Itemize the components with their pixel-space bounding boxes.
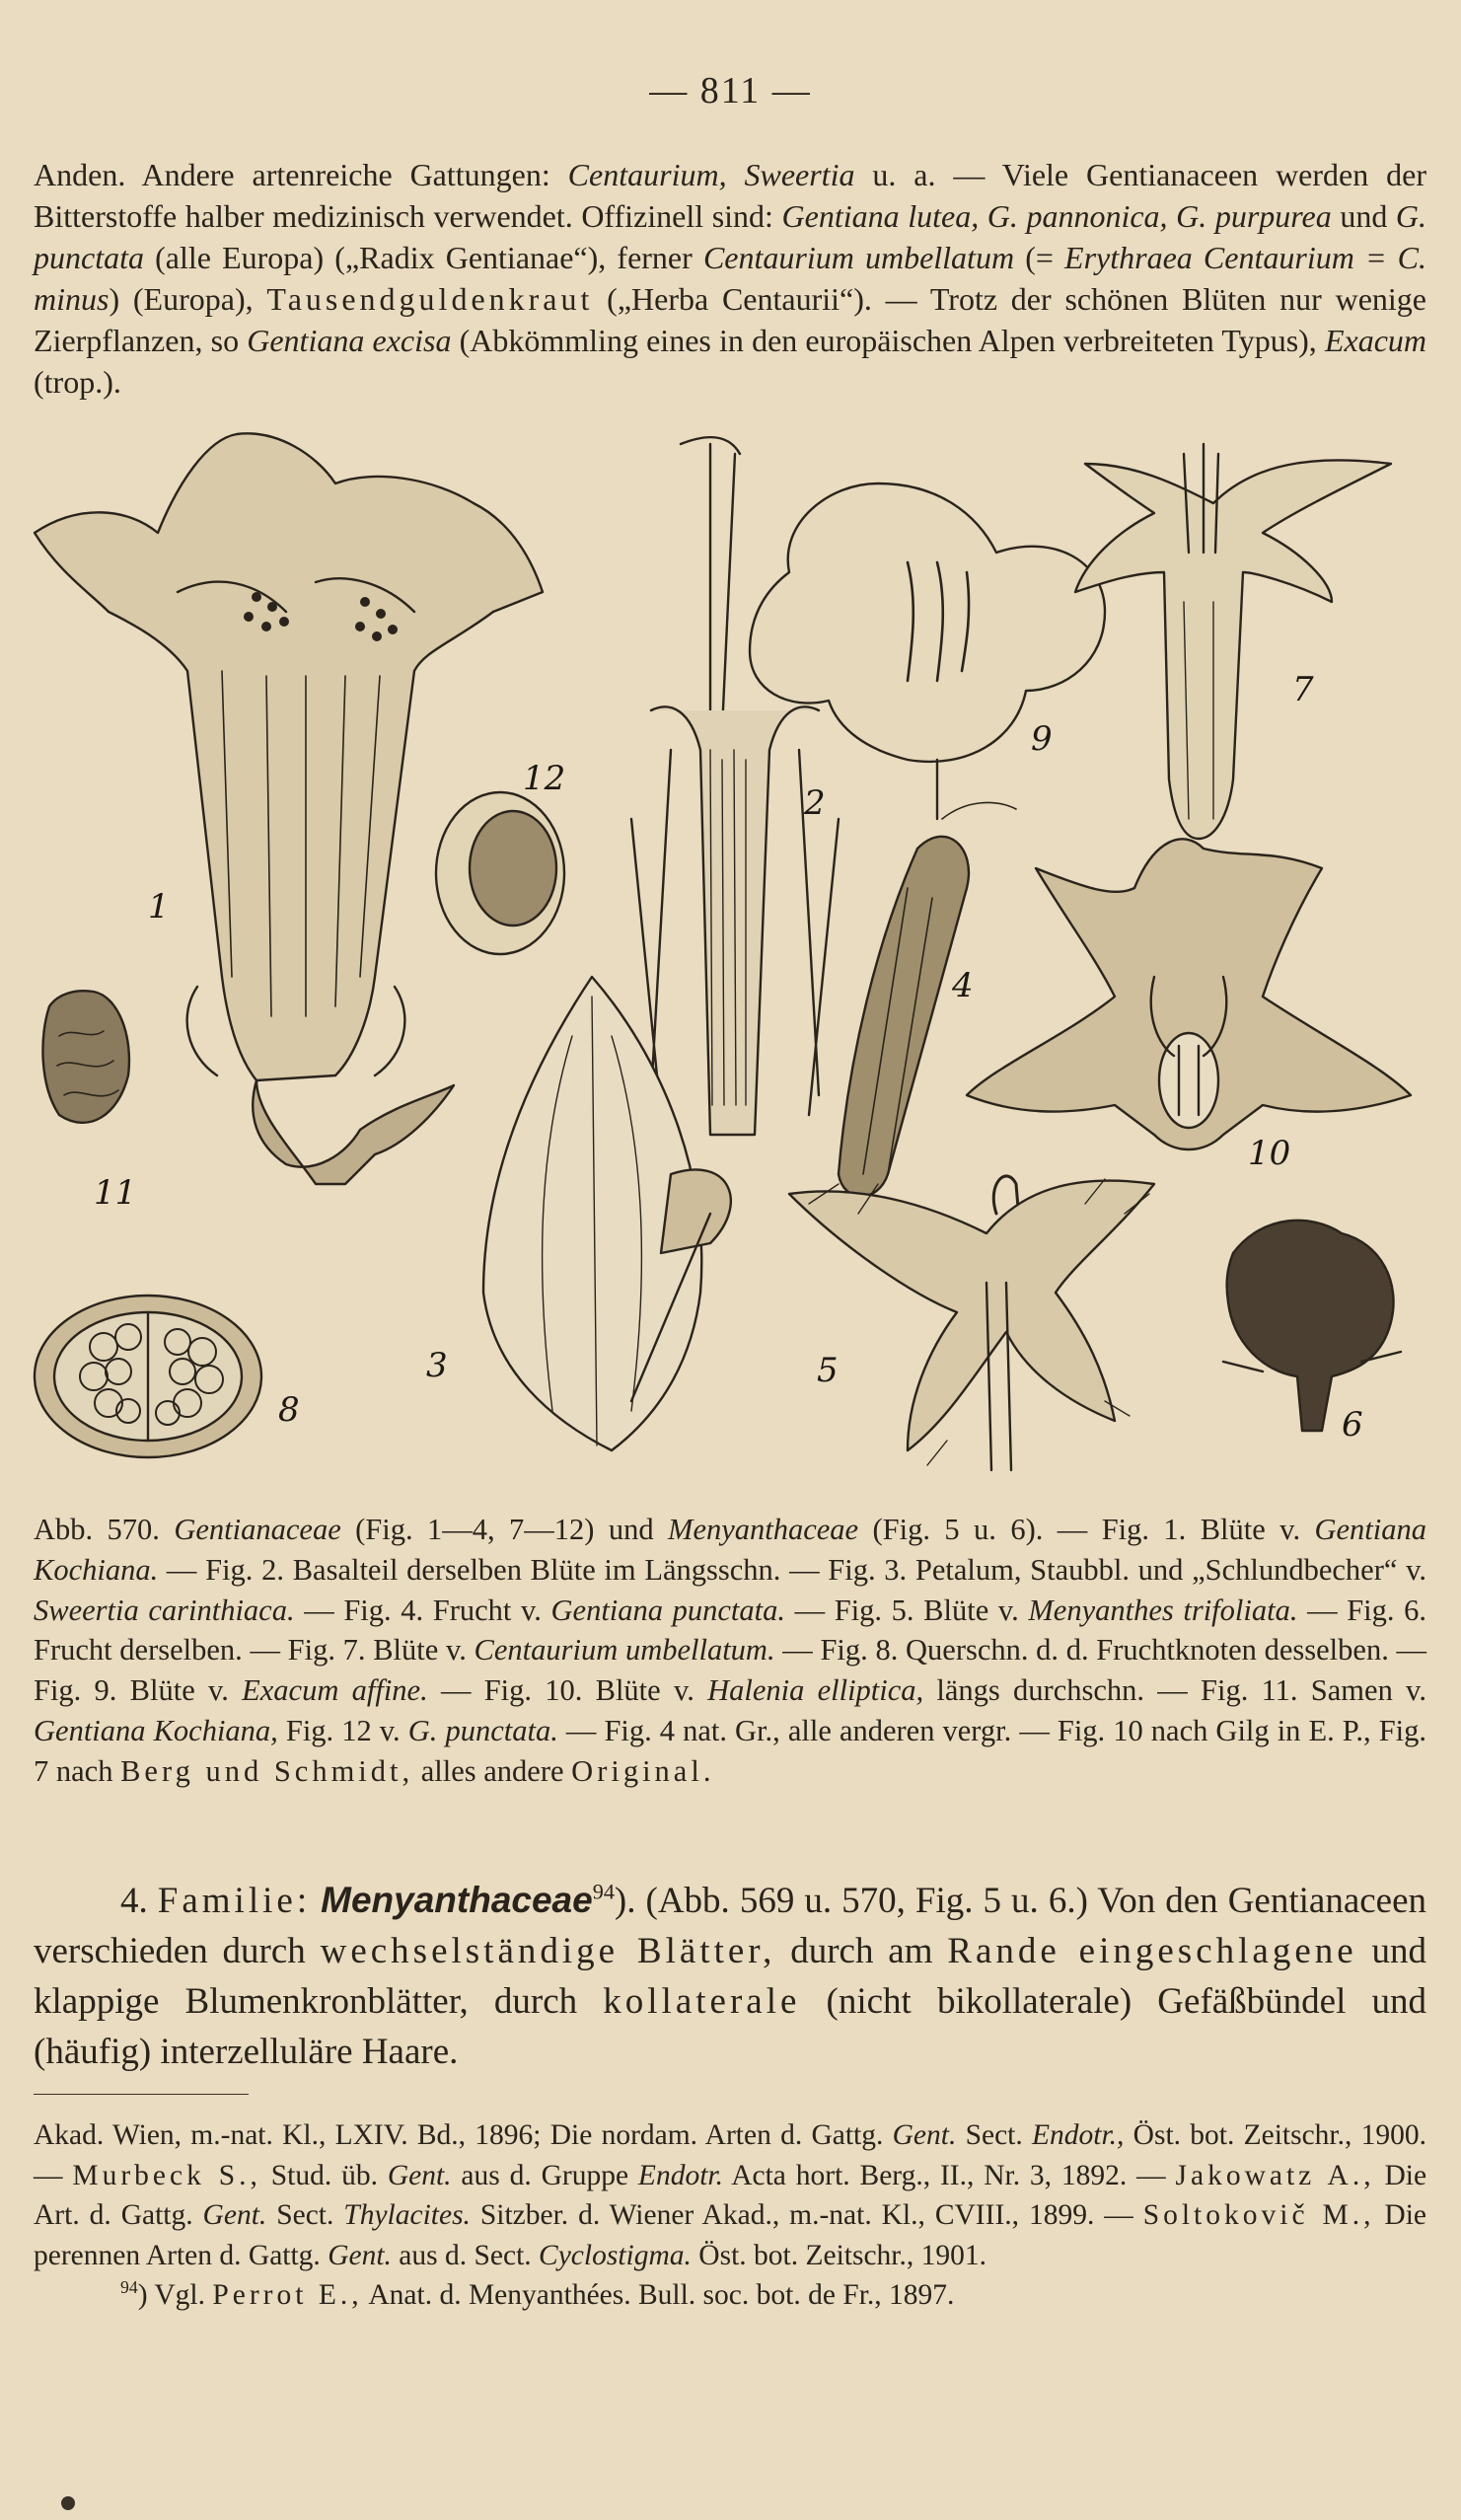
footnote-taxon: Cyclostigma. [539, 2239, 692, 2271]
botanical-plate-figure [20, 424, 1440, 1505]
figure-3-petal-stamen [483, 977, 731, 1450]
footnote-text: Sect. [266, 2199, 344, 2231]
figure-label-2: 2 [804, 783, 826, 823]
footnote-marker: 94 [120, 2277, 138, 2298]
intro-taxon: Centaurium, Sweertia [567, 157, 855, 192]
footnote-author: Perrot E., [212, 2279, 363, 2311]
figure-label-12: 12 [523, 759, 566, 798]
caption-text: längs durchschn. — Fig. 11. Samen v. [923, 1673, 1426, 1708]
intro-text: („Herba Centaurii“). — Trotz der schönen Blüten nur wenige Zierpflanzen, so [34, 281, 1427, 358]
caption-text: Abb. 570. [34, 1513, 175, 1546]
intro-text: (Abkömmling eines in den europäischen Alpen verbreiteten Typus), [451, 323, 1325, 358]
figure-5-menyanthes-flower [789, 1176, 1154, 1470]
footnote-text: Öst. bot. Zeitschr., 1901. [691, 2239, 986, 2271]
caption-taxon: Sweertia carinthiaca. [34, 1593, 295, 1627]
caption-text: Fig. 12 v. [277, 1713, 408, 1747]
footnote-text: ) Vgl. [137, 2279, 213, 2311]
figure-8-ovary-section [35, 1296, 261, 1457]
family-text: und klappige Blumenkronblätter, durch [34, 1931, 1427, 2022]
footnote-text: Acta hort. Berg., II., Nr. 3, 1892. — [722, 2159, 1176, 2191]
family-spaced: kollaterale [603, 1981, 801, 2022]
family-spaced: Rande eingeschlagene [947, 1931, 1357, 1971]
figure-label-7: 7 [1292, 670, 1314, 709]
caption-text: alles andere [413, 1753, 572, 1788]
figure-label-1: 1 [148, 887, 170, 926]
page-number: — 811 — [649, 70, 812, 111]
intro-spaced: Tausendguldenkraut [266, 281, 594, 317]
caption-text: (Fig. 1—4, 7—12) und [340, 1513, 669, 1546]
figure-4-fruit [839, 802, 1016, 1196]
caption-text: — Fig. 5. Blüte v. [785, 1593, 1029, 1627]
footnote-continued [34, 2115, 1426, 2275]
figure-label-5: 5 [817, 1351, 839, 1390]
footnote-taxon: Endotr., [1032, 2119, 1125, 2151]
footnote-author: Murbeck S., [72, 2159, 261, 2191]
intro-text: (alle Europa) („Radix Gentianae“), ferner [143, 240, 703, 275]
intro-text: (= [1014, 240, 1065, 275]
intro-taxon: Gentiana lutea, G. pannonica, G. purpurea [781, 198, 1332, 234]
intro-taxon: Centaurium umbellatum [702, 240, 1015, 275]
caption-text: — Fig. 6. Frucht derselben. — Fig. 7. Blüte v. [34, 1593, 1427, 1668]
footnote-taxon: Gent. [202, 2199, 267, 2231]
caption-taxon: Gentiana Kochiana, [34, 1713, 278, 1747]
family-word: Familie: [157, 1881, 312, 1921]
figure-6-menyanthes-fruit [1223, 1221, 1401, 1431]
figure-11-seed [42, 991, 129, 1123]
intro-text: (trop.). [34, 364, 121, 400]
family-name: Menyanthaceae [321, 1880, 593, 1920]
footnote-text: Öst. bot. Zeitschr., 1900. — [34, 2119, 1426, 2191]
intro-taxon: Erythraea Centaurium = C. minus [34, 240, 1427, 317]
family-spaced: wechselständige Blätter, [320, 1931, 776, 1971]
footnote-text: Akad. Wien, m.-nat. Kl., LXIV. Bd., 1896; Die nordam. Arten d. Gattg. [34, 2119, 893, 2151]
intro-text: ) (Europa), [109, 281, 267, 317]
footnote-text: aus d. Gruppe [451, 2159, 638, 2191]
footnote-94 [34, 2275, 1426, 2316]
footnote-ref: 94 [592, 1879, 615, 1904]
footnote-text: Sitzber. d. Wiener Akad., m.-nat. Kl., CVIII., 1899. — [470, 2199, 1143, 2231]
caption-taxon: Halenia elliptica, [707, 1673, 924, 1708]
footnote-divider [34, 2094, 249, 2095]
caption-taxon: Gentianaceae [174, 1513, 341, 1546]
intro-paragraph [34, 154, 1426, 403]
footnote-author: Soltokovič M., [1142, 2199, 1375, 2231]
family-text: durch am [775, 1931, 948, 1971]
caption-taxon: Gentiana punctata. [550, 1593, 786, 1627]
family-text: ). (Abb. 569 u. 570, Fig. 5 u. 6.) Von den Gentianaceen verschieden durch [34, 1881, 1427, 1971]
footnote-taxon: Gent. [892, 2119, 957, 2151]
caption-taxon: Centaurium umbellatum. [474, 1633, 775, 1668]
figure-label-10: 10 [1248, 1134, 1291, 1173]
caption-text: — Fig. 8. Querschn. d. d. Fruchtknoten desselben. — Fig. 9. Blüte v. [34, 1633, 1426, 1708]
footnote-text: Sect. [956, 2119, 1032, 2151]
family-number: 4. [120, 1881, 158, 1921]
figure-label-9: 9 [1031, 719, 1053, 759]
figure-10-halenia-section [967, 839, 1411, 1149]
intro-taxon: Gentiana excisa [247, 323, 452, 358]
figure-label-4: 4 [952, 966, 974, 1005]
caption-taxon: Exacum affine. [242, 1673, 428, 1708]
intro-taxon: G. punctata [34, 198, 1427, 275]
figure-caption [34, 1510, 1426, 1792]
footnote-text: Die perennen Arten d. Gattg. [34, 2199, 1426, 2271]
caption-text: (Fig. 5 u. 6). — Fig. 1. Blüte v. [858, 1513, 1315, 1546]
footnote-taxon: Endotr. [637, 2159, 723, 2191]
caption-text: — Fig. 4. Frucht v. [294, 1593, 551, 1627]
footnote-taxon: Thylacites. [343, 2199, 471, 2231]
intro-text: u. a. — Viele Gentianaceen werden der Bitterstoffe halber medizinisch verwendet. Offizinell sind: [34, 157, 1427, 234]
caption-spaced: Berg und Schmidt, [120, 1753, 414, 1788]
family-paragraph [34, 1875, 1426, 2077]
caption-text: — Fig. 2. Basalteil derselben Blüte im Längsschn. — Fig. 3. Petalum, Staubbl. und „Schlundbecher“ v. [158, 1552, 1426, 1587]
figure-label-6: 6 [1342, 1405, 1363, 1445]
footnote-text: Anat. d. Menyanthées. Bull. soc. bot. de Fr., 1897. [362, 2279, 955, 2311]
intro-text: und [1331, 198, 1396, 234]
caption-taxon: Menyanthes trifoliata. [1028, 1593, 1298, 1627]
figure-9-exacum-flower [750, 483, 1105, 819]
figure-label-3: 3 [426, 1346, 448, 1385]
footnote-author: Jakowatz A., [1175, 2159, 1375, 2191]
figure-7-centaurium-flower [1075, 444, 1391, 839]
figure-12-seed [436, 792, 564, 954]
figure-label-8: 8 [278, 1390, 300, 1430]
intro-taxon: Exacum [1324, 323, 1427, 358]
caption-spaced: Original. [571, 1753, 715, 1788]
footnote-text: Stud. üb. [260, 2159, 388, 2191]
caption-taxon: Gentiana Kochiana. [34, 1513, 1426, 1587]
intro-text: Anden. Andere artenreiche Gattungen: [34, 157, 568, 192]
footnote-taxon: Gent. [387, 2159, 452, 2191]
caption-taxon: Menyanthaceae [668, 1513, 859, 1546]
figure-label-11: 11 [94, 1173, 137, 1213]
family-text: (nicht bikollaterale) Gefäßbündel und (häufig) interzelluläre Haare. [34, 1981, 1427, 2072]
caption-text: — Fig. 10. Blüte v. [427, 1673, 708, 1708]
ink-speck [61, 2496, 75, 2510]
caption-text: — Fig. 4 nat. Gr., alle anderen vergr. — Fig. 10 nach Gilg in E. P., Fig. 7 nach [34, 1713, 1427, 1788]
footnote-text: Die Art. d. Gattg. [34, 2159, 1427, 2231]
caption-taxon: G. punctata. [407, 1713, 558, 1747]
footnote-text: aus d. Sect. [391, 2239, 540, 2271]
footnote-taxon: Gent. [328, 2239, 392, 2271]
footnotes [34, 2115, 1426, 2316]
